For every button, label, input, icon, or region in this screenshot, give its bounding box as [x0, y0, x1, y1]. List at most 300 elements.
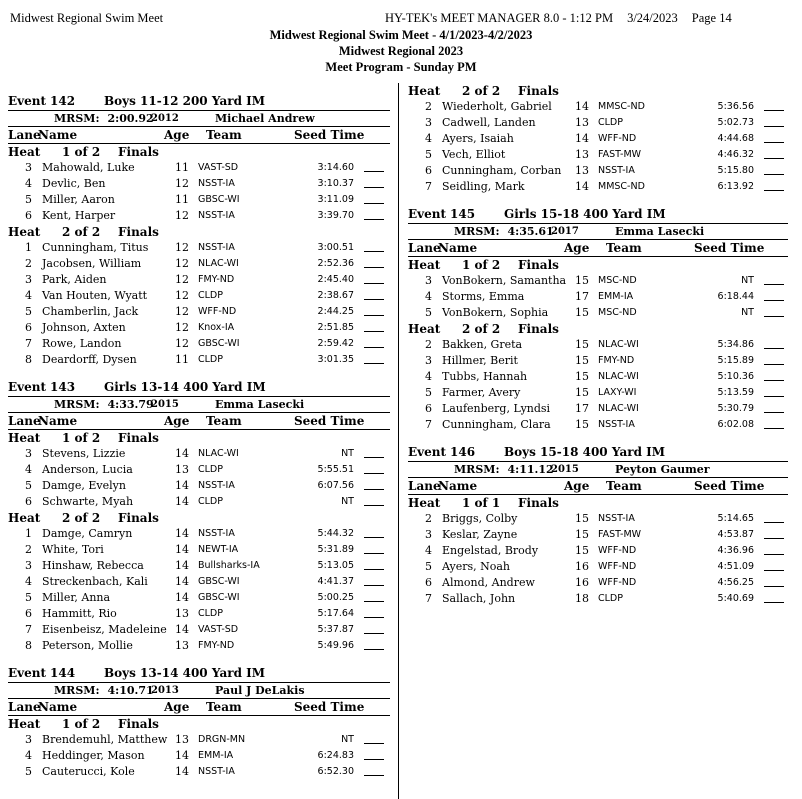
event-title — [408, 443, 788, 462]
result-blank-line — [364, 272, 384, 284]
swimmer-name: Hinshaw, Rebecca — [42, 559, 144, 572]
swimmer-age: 14 — [175, 479, 189, 492]
seed-time: 4:56.25 — [717, 577, 754, 588]
seed-time: 6:13.92 — [717, 181, 754, 192]
swimmer-age: 13 — [575, 116, 589, 129]
column-headers — [8, 699, 390, 716]
swimmer-team: CLDP — [598, 593, 623, 604]
heat-number: 2 of 2 — [462, 84, 501, 98]
seed-time: 2:59.42 — [317, 338, 354, 349]
swimmer-team: Knox-IA — [198, 322, 235, 333]
column-headers — [408, 240, 788, 257]
lane-header: Lane — [408, 479, 441, 493]
swimmer-name: Streckenbach, Kali — [42, 575, 148, 588]
result-blank-line — [364, 542, 384, 554]
result-blank-line — [364, 304, 384, 316]
lane-number: 4 — [25, 575, 32, 588]
program-title: Meet Program - Sunday PM — [325, 60, 477, 74]
result-blank-line — [764, 417, 784, 429]
seed-time: NT — [341, 734, 354, 745]
swimmer-team: CLDP — [198, 496, 223, 507]
lane-number: 7 — [25, 337, 32, 350]
seed-time: NT — [341, 448, 354, 459]
swimmer-row — [8, 606, 390, 622]
record-year: 2013 — [151, 685, 179, 696]
swimmer-age: 17 — [575, 402, 589, 415]
seed-time: 5:02.73 — [717, 117, 754, 128]
seed-time: 5:31.89 — [317, 544, 354, 555]
software-label: HY-TEK's MEET MANAGER 8.0 - 1:12 PM — [385, 11, 614, 25]
lane-number: 5 — [25, 193, 32, 206]
record-holder: Michael Andrew — [215, 112, 315, 125]
swimmer-name: Almond, Andrew — [442, 576, 535, 589]
lane-number: 7 — [425, 418, 432, 431]
finals-label: Finals — [118, 717, 159, 731]
seed-time: 5:10.36 — [717, 371, 754, 382]
swimmer-team: MSC-ND — [598, 307, 637, 318]
swimmer-name: Ayers, Isaiah — [442, 132, 514, 145]
swimmer-name: Cadwell, Landen — [442, 116, 536, 129]
lane-number: 3 — [425, 274, 432, 287]
swimmer-row — [408, 527, 788, 543]
lane-number: 4 — [425, 370, 432, 383]
swimmer-row — [8, 590, 390, 606]
swimmer-age: 15 — [575, 544, 589, 557]
finals-label: Finals — [518, 84, 559, 98]
swimmer-name: Tubbs, Hannah — [442, 370, 528, 383]
record-label: MRSM: 4:35.61 — [454, 225, 554, 238]
heat-header — [8, 510, 390, 526]
lane-number: 6 — [25, 209, 32, 222]
seed-time: 3:10.37 — [317, 178, 354, 189]
swimmer-team: GBSC-WI — [198, 194, 240, 205]
swimmer-row — [8, 240, 390, 256]
swimmer-age: 15 — [575, 370, 589, 383]
seed-time: 6:24.83 — [317, 750, 354, 761]
swimmer-name: Storms, Emma — [442, 290, 525, 303]
name-header: Name — [38, 128, 78, 142]
program-column-left — [8, 92, 390, 780]
swimmer-name: Miller, Aaron — [42, 193, 115, 206]
result-blank-line — [764, 353, 784, 365]
swimmer-name: Seidling, Mark — [442, 180, 525, 193]
swimmer-team: NSST-IA — [598, 165, 635, 176]
swimmer-row — [8, 272, 390, 288]
result-blank-line — [764, 131, 784, 143]
seed-time: 5:40.69 — [717, 593, 754, 604]
lane-number: 7 — [425, 180, 432, 193]
seed-time: 3:01.35 — [317, 354, 354, 365]
lane-number: 6 — [425, 576, 432, 589]
heat-number: 2 of 2 — [62, 511, 101, 525]
result-blank-line — [764, 543, 784, 555]
swimmer-team: NSST-IA — [598, 419, 635, 430]
swimmer-age: 15 — [575, 386, 589, 399]
swimmer-row — [8, 192, 390, 208]
swimmer-team: NSST-IA — [198, 766, 235, 777]
record-year: 2015 — [151, 399, 179, 410]
seed-time: NT — [741, 275, 754, 286]
lane-number: 3 — [425, 528, 432, 541]
swimmer-row — [8, 574, 390, 590]
result-blank-line — [364, 478, 384, 490]
heat-number: 1 of 2 — [62, 145, 101, 159]
lane-header: Lane — [8, 414, 41, 428]
lane-number: 4 — [25, 177, 32, 190]
name-header: Name — [438, 479, 478, 493]
event-name: Girls 15-18 400 Yard IM — [504, 207, 666, 221]
swimmer-team: CLDP — [198, 608, 223, 619]
swimmer-row — [8, 558, 390, 574]
result-blank-line — [364, 192, 384, 204]
swimmer-team: DRGN-MN — [198, 734, 246, 745]
swimmer-name: Cunningham, Corban — [442, 164, 562, 177]
meet-record — [408, 224, 788, 240]
heat-header — [408, 495, 788, 511]
swimmer-age: 14 — [175, 527, 189, 540]
record-time: 4:11.12 — [507, 463, 554, 476]
lane-number: 5 — [25, 305, 32, 318]
swimmer-name: Briggs, Colby — [442, 512, 518, 525]
result-blank-line — [364, 208, 384, 220]
meet-record — [8, 111, 390, 127]
lane-number: 1 — [25, 527, 32, 540]
result-blank-line — [764, 385, 784, 397]
record-label: MRSM: 4:33.79 — [54, 398, 154, 411]
lane-number: 3 — [425, 116, 432, 129]
seed-time: 5:49.96 — [317, 640, 354, 651]
lane-header: Lane — [8, 700, 41, 714]
swimmer-row — [408, 289, 788, 305]
team-header: Team — [606, 241, 642, 255]
event-name: Girls 13-14 400 Yard IM — [104, 380, 266, 394]
column-headers — [8, 413, 390, 430]
record-holder: Emma Lasecki — [615, 225, 705, 238]
swimmer-row — [8, 352, 390, 368]
finals-label: Finals — [518, 258, 559, 272]
swimmer-team: VAST-SD — [198, 162, 239, 173]
meet-subtitle: Midwest Regional 2023 — [338, 44, 464, 58]
swimmer-team: MMSC-ND — [598, 101, 645, 112]
event-title — [8, 378, 390, 397]
swimmer-age: 13 — [575, 148, 589, 161]
seed-time: 2:51.85 — [317, 322, 354, 333]
swimmer-age: 13 — [175, 639, 189, 652]
event-label: Event — [8, 380, 47, 394]
swimmer-age: 15 — [575, 528, 589, 541]
swimmer-team: VAST-SD — [198, 624, 239, 635]
swimmer-age: 17 — [575, 290, 589, 303]
result-blank-line — [764, 401, 784, 413]
record-holder: Emma Lasecki — [215, 398, 305, 411]
swimmer-row — [408, 353, 788, 369]
lane-number: 4 — [425, 290, 432, 303]
seed-time: 4:44.68 — [717, 133, 754, 144]
swimmer-row — [8, 304, 390, 320]
swimmer-team: NSST-IA — [198, 242, 235, 253]
result-blank-line — [364, 732, 384, 744]
record-year: 2017 — [551, 226, 579, 237]
result-blank-line — [364, 606, 384, 618]
swimmer-age: 14 — [575, 132, 589, 145]
swimmer-team: NSST-IA — [198, 178, 235, 189]
swimmer-team: NLAC-WI — [598, 371, 639, 382]
heat-number: 1 of 2 — [462, 258, 501, 272]
swimmer-team: Bullsharks-IA — [198, 560, 260, 571]
seed-time: 5:13.59 — [717, 387, 754, 398]
swimmer-team: NEWT-IA — [198, 544, 239, 555]
swimmer-age: 14 — [175, 749, 189, 762]
swimmer-team: WFF-ND — [598, 133, 637, 144]
swimmer-row — [8, 638, 390, 654]
print-date: 3/24/2023 — [627, 11, 678, 25]
result-blank-line — [764, 511, 784, 523]
lane-number: 5 — [25, 591, 32, 604]
heat-header — [8, 716, 390, 732]
lane-number: 5 — [25, 479, 32, 492]
result-blank-line — [364, 336, 384, 348]
seed-time: 6:52.30 — [317, 766, 354, 777]
swimmer-name: Van Houten, Wyatt — [42, 289, 148, 302]
heat-label: Heat — [408, 84, 441, 98]
swimmer-age: 14 — [175, 591, 189, 604]
swimmer-row — [8, 764, 390, 780]
swimmer-name: Deardorff, Dysen — [42, 353, 137, 366]
lane-number: 5 — [425, 148, 432, 161]
event-number: 144 — [50, 666, 76, 680]
age-header: Age — [564, 241, 590, 255]
swimmer-age: 18 — [575, 592, 589, 605]
swimmer-age: 14 — [575, 180, 589, 193]
lane-number: 6 — [425, 402, 432, 415]
result-blank-line — [764, 559, 784, 571]
swimmer-name: Park, Aiden — [42, 273, 107, 286]
swimmer-team: FAST-MW — [598, 149, 642, 160]
result-blank-line — [764, 305, 784, 317]
swimmer-name: Laufenberg, Lyndsi — [442, 402, 551, 415]
age-header: Age — [164, 414, 190, 428]
lane-header: Lane — [8, 128, 41, 142]
swimmer-name: Mahowald, Luke — [42, 161, 135, 174]
swimmer-team: GBSC-WI — [198, 576, 240, 587]
event-name: Boys 11-12 200 Yard IM — [104, 94, 266, 108]
seed-time: 3:14.60 — [317, 162, 354, 173]
team-header: Team — [206, 700, 242, 714]
swimmer-name: Cauterucci, Kole — [42, 765, 135, 778]
seed-time: 2:52.36 — [317, 258, 354, 269]
heat-number: 2 of 2 — [62, 225, 101, 239]
swimmer-age: 14 — [175, 559, 189, 572]
record-label: MRSM: 4:11.12 — [454, 463, 554, 476]
page-number: Page 14 — [691, 11, 732, 25]
swimmer-team: FAST-MW — [598, 529, 642, 540]
seed-header: Seed Time — [294, 128, 365, 142]
swimmer-row — [8, 494, 390, 510]
age-header: Age — [164, 128, 190, 142]
team-header: Team — [606, 479, 642, 493]
swimmer-row — [408, 337, 788, 353]
event-title — [408, 205, 788, 224]
heat-label: Heat — [408, 258, 441, 272]
record-time: 4:35.61 — [507, 225, 554, 238]
event-name: Boys 13-14 400 Yard IM — [104, 666, 266, 680]
swimmer-age: 15 — [575, 306, 589, 319]
swimmer-team: GBSC-WI — [198, 338, 240, 349]
swimmer-team: NLAC-WI — [598, 403, 639, 414]
name-header: Name — [38, 414, 78, 428]
heat-number: 1 of 2 — [62, 717, 101, 731]
result-blank-line — [364, 240, 384, 252]
seed-time: 3:11.09 — [317, 194, 354, 205]
lane-number: 6 — [25, 495, 32, 508]
seed-time: 6:02.08 — [717, 419, 754, 430]
age-header: Age — [564, 479, 590, 493]
result-blank-line — [364, 574, 384, 586]
swimmer-row — [408, 163, 788, 179]
result-blank-line — [364, 590, 384, 602]
swimmer-age: 13 — [175, 463, 189, 476]
heat-number: 1 of 2 — [62, 431, 101, 445]
result-blank-line — [364, 748, 384, 760]
swimmer-age: 12 — [175, 289, 189, 302]
swimmer-age: 12 — [175, 337, 189, 350]
lane-number: 3 — [25, 161, 32, 174]
seed-time: 5:36.56 — [717, 101, 754, 112]
swimmer-row — [408, 575, 788, 591]
swimmer-age: 14 — [175, 495, 189, 508]
swimmer-row — [8, 526, 390, 542]
seed-time: 5:55.51 — [317, 464, 354, 475]
swimmer-team: EMM-IA — [598, 291, 634, 302]
result-blank-line — [764, 99, 784, 111]
result-blank-line — [364, 288, 384, 300]
swimmer-age: 15 — [575, 354, 589, 367]
result-blank-line — [764, 289, 784, 301]
swimmer-row — [8, 748, 390, 764]
team-header: Team — [206, 414, 242, 428]
record-time: 2:00.92 — [107, 112, 154, 125]
swimmer-name: Keslar, Zayne — [442, 528, 518, 541]
swimmer-team: NSST-IA — [198, 210, 235, 221]
swimmer-age: 15 — [575, 274, 589, 287]
result-blank-line — [364, 638, 384, 650]
swimmer-name: Bakken, Greta — [442, 338, 523, 351]
result-blank-line — [364, 462, 384, 474]
swimmer-name: Heddinger, Mason — [42, 749, 145, 762]
swimmer-name: Chamberlin, Jack — [42, 305, 139, 318]
swimmer-row — [8, 160, 390, 176]
seed-time: 2:38.67 — [317, 290, 354, 301]
swimmer-row — [408, 559, 788, 575]
lane-number: 3 — [25, 447, 32, 460]
swimmer-age: 11 — [175, 353, 189, 366]
swimmer-name: Eisenbeisz, Madeleine — [42, 623, 167, 636]
seed-time: 5:34.86 — [717, 339, 754, 350]
lane-number: 4 — [425, 132, 432, 145]
result-blank-line — [764, 337, 784, 349]
lane-header: Lane — [408, 241, 441, 255]
heat-label: Heat — [8, 225, 41, 239]
seed-time: 4:53.87 — [717, 529, 754, 540]
heat-label: Heat — [8, 145, 41, 159]
swimmer-name: Hillmer, Berit — [442, 354, 518, 367]
heat-number: 1 of 1 — [462, 496, 501, 510]
swimmer-name: Miller, Anna — [42, 591, 111, 604]
event-number: 146 — [450, 445, 476, 459]
swimmer-age: 13 — [175, 733, 189, 746]
seed-header: Seed Time — [294, 700, 365, 714]
swimmer-team: EMM-IA — [198, 750, 234, 761]
seed-time: 6:18.44 — [717, 291, 754, 302]
swimmer-age: 16 — [575, 560, 589, 573]
record-label: MRSM: 4:10.71 — [54, 684, 154, 697]
swimmer-age: 15 — [575, 418, 589, 431]
swimmer-row — [8, 462, 390, 478]
meet-record — [408, 462, 788, 478]
software-stamp — [385, 11, 746, 26]
swimmer-age: 11 — [175, 193, 189, 206]
event-label: Event — [8, 666, 47, 680]
swimmer-team: CLDP — [198, 290, 223, 301]
result-blank-line — [364, 494, 384, 506]
swimmer-team: NLAC-WI — [198, 258, 239, 269]
seed-header: Seed Time — [694, 241, 765, 255]
seed-time: 5:14.65 — [717, 513, 754, 524]
column-headers — [408, 478, 788, 495]
swimmer-team: LAXY-WI — [598, 387, 637, 398]
swimmer-name: Brendemuhl, Matthew — [42, 733, 168, 746]
swimmer-row — [8, 208, 390, 224]
swimmer-team: FMY-ND — [198, 274, 235, 285]
lane-number: 1 — [25, 241, 32, 254]
swimmer-name: VonBokern, Samantha — [442, 274, 567, 287]
swimmer-name: Rowe, Landon — [42, 337, 122, 350]
swimmer-name: Schwarte, Myah — [42, 495, 134, 508]
heat-label: Heat — [408, 496, 441, 510]
record-holder: Paul J DeLakis — [215, 684, 305, 697]
swimmer-age: 14 — [575, 100, 589, 113]
swimmer-name: Vech, Elliot — [442, 148, 506, 161]
finals-label: Finals — [118, 225, 159, 239]
heat-label: Heat — [8, 511, 41, 525]
swimmer-name: Kent, Harper — [42, 209, 116, 222]
swimmer-age: 12 — [175, 321, 189, 334]
lane-number: 3 — [25, 733, 32, 746]
program-column-right — [408, 83, 788, 617]
swimmer-row — [408, 385, 788, 401]
swimmer-row — [8, 256, 390, 272]
swimmer-team: NLAC-WI — [598, 339, 639, 350]
result-blank-line — [364, 160, 384, 172]
seed-time: 5:37.87 — [317, 624, 354, 635]
result-blank-line — [364, 622, 384, 634]
record-time: 4:33.79 — [107, 398, 154, 411]
lane-number: 2 — [25, 257, 32, 270]
result-blank-line — [764, 273, 784, 285]
swimmer-team: NSST-IA — [198, 480, 235, 491]
swimmer-team: CLDP — [198, 354, 223, 365]
event-label: Event — [408, 445, 447, 459]
seed-time: 5:17.64 — [317, 608, 354, 619]
lane-number: 4 — [425, 544, 432, 557]
swimmer-name: Devlic, Ben — [42, 177, 106, 190]
record-year: 2015 — [551, 464, 579, 475]
swimmer-row — [408, 401, 788, 417]
event-title — [8, 664, 390, 683]
team-header: Team — [206, 128, 242, 142]
result-blank-line — [364, 764, 384, 776]
event-number: 142 — [50, 94, 76, 108]
